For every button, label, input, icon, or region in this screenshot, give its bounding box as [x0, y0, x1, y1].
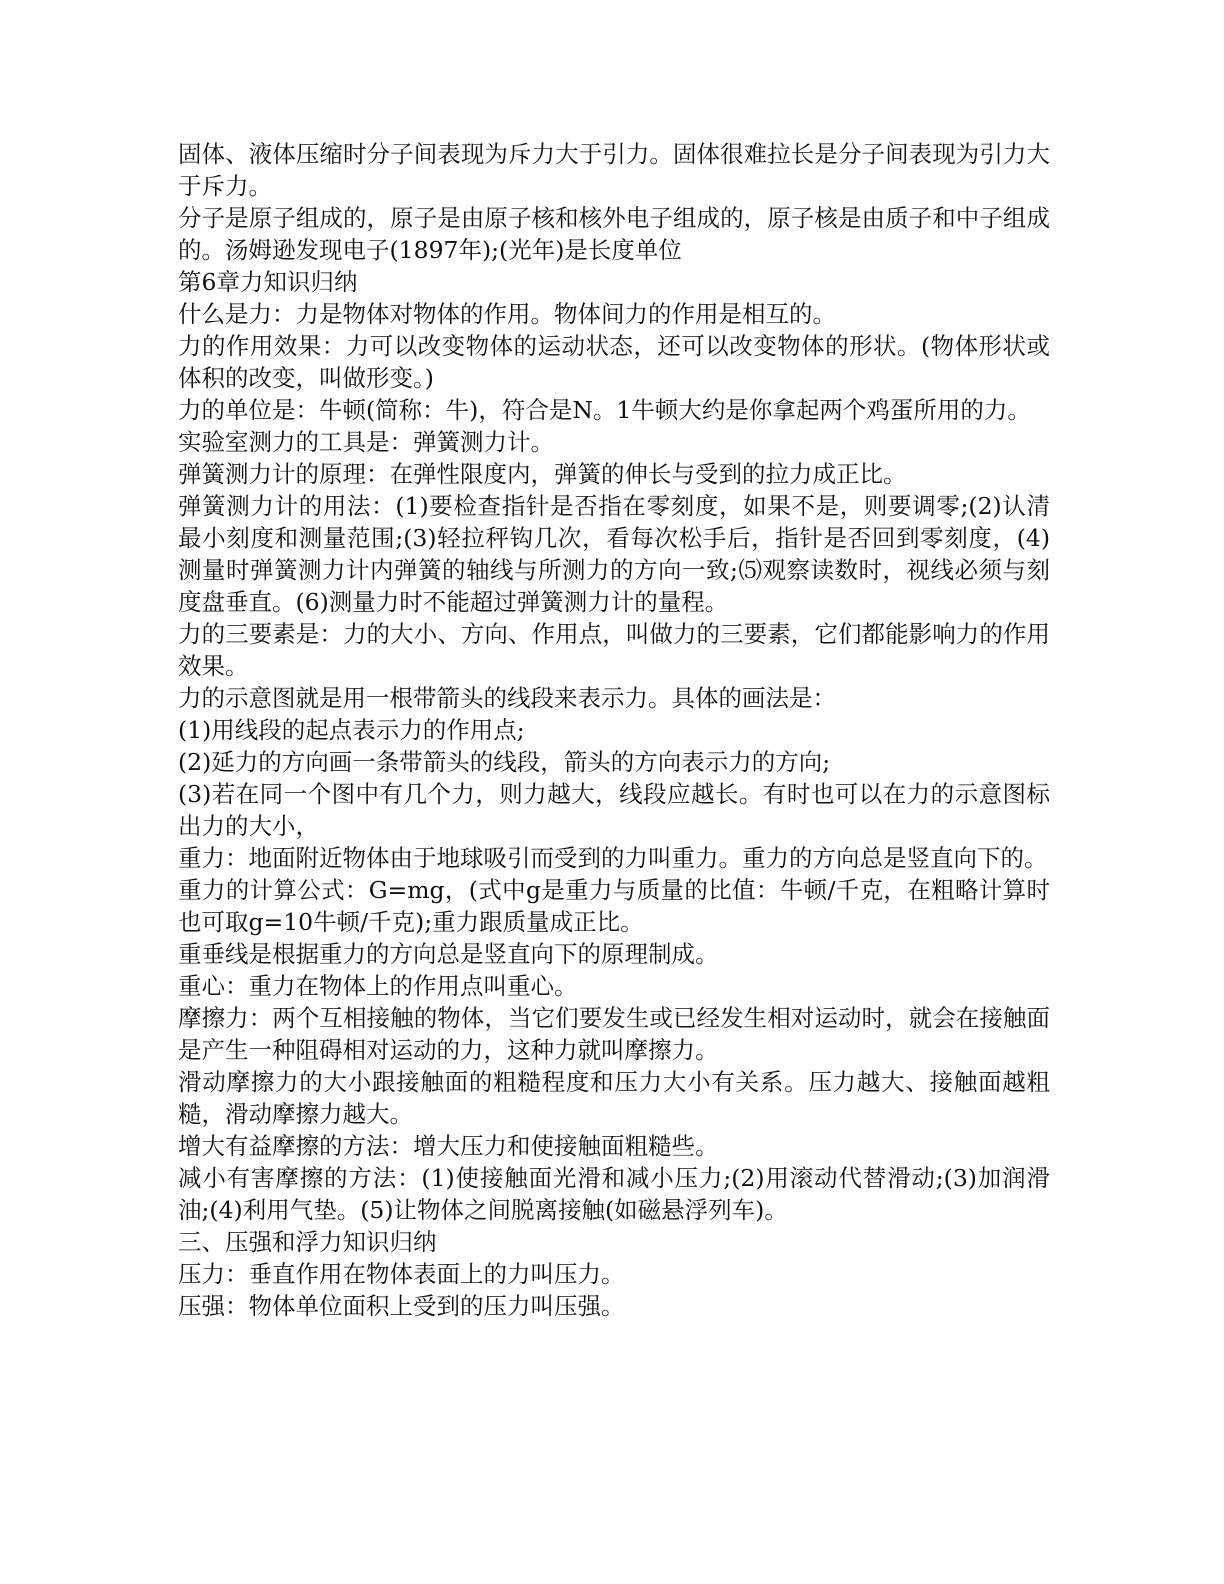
paragraph-pressure-force: 压力：垂直作用在物体表面上的力叫压力。 — [178, 1260, 625, 1288]
paragraph-gravity: 重力：地面附近物体由于地球吸引而受到的力叫重力。重力的方向总是竖直向下的。 — [178, 844, 1048, 872]
paragraph-increase-friction: 增大有益摩擦的方法：增大压力和使接触面粗糙些。 — [178, 1132, 719, 1160]
paragraph-friction: 摩擦力：两个互相接触的物体，当它们要发生或已经发生相对运动时，就会在接触面是产生一种阻碍相对运动的力，这种力就叫摩擦力。 — [178, 1004, 1050, 1064]
chapter-heading-force: 第6章力知识归纳 — [178, 268, 358, 296]
paragraph-force-effects: 力的作用效果：力可以改变物体的运动状态，还可以改变物体的形状。(物体形状或体积的改变，叫做形变。) — [178, 332, 1050, 392]
paragraph-center-of-gravity: 重心：重力在物体上的作用点叫重心。 — [178, 972, 578, 1000]
paragraph-sliding-friction: 滑动摩擦力的大小跟接触面的粗糙程度和压力大小有关系。压力越大、接触面越粗糙，滑动摩擦力越大。 — [178, 1068, 1050, 1128]
paragraph-spring-principle: 弹簧测力计的原理：在弹性限度内，弹簧的伸长与受到的拉力成正比。 — [178, 460, 907, 488]
paragraph-measuring-tool: 实验室测力的工具是：弹簧测力计。 — [178, 428, 554, 456]
list-item-diagram-2: (2)延力的方向画一条带箭头的线段，箭头的方向表示力的方向; — [178, 748, 831, 776]
paragraph-atom-structure: 分子是原子组成的，原子是由原子核和核外电子组成的，原子核是由质子和中子组成的。汤姆逊发现电子(1897年);(光年)是长度单位 — [178, 204, 1050, 264]
paragraph-spring-usage: 弹簧测力计的用法：(1)要检查指针是否指在零刻度，如果不是，则要调零;(2)认清最小刻度和测量范围;(3)轻拉秤钩几次，看每次松手后，指针是否回到零刻度，(4)测量时弹簧测力计内弹簧的轴线与所测力的方向一致;⑸观察读数时，视线必须与刻度盘垂直。(6)测量力时不能超过弹簧测力计的量程。 — [178, 492, 1050, 616]
list-item-diagram-3: (3)若在同一个图中有几个力，则力越大，线段应越长。有时也可以在力的示意图标出力的大小， — [178, 780, 1050, 840]
paragraph-reduce-friction: 减小有害摩擦的方法：(1)使接触面光滑和减小压力;(2)用滚动代替滑动;(3)加润滑油;(4)利用气垫。(5)让物体之间脱离接触(如磁悬浮列车)。 — [178, 1164, 1050, 1224]
paragraph-force-diagram: 力的示意图就是用一根带箭头的线段来表示力。具体的画法是： — [178, 684, 836, 712]
section-heading-pressure-buoyancy: 三、压强和浮力知识归纳 — [178, 1228, 437, 1256]
paragraph-gravity-formula: 重力的计算公式：G=mg，(式中g是重力与质量的比值：牛顿/千克，在粗略计算时也可取g=10牛顿/千克);重力跟质量成正比。 — [178, 876, 1050, 936]
list-item-diagram-1: (1)用线段的起点表示力的作用点; — [178, 716, 525, 744]
paragraph-plumb-line: 重垂线是根据重力的方向总是竖直向下的原理制成。 — [178, 940, 719, 968]
document-body — [178, 138, 1050, 1322]
paragraph-what-is-force: 什么是力：力是物体对物体的作用。物体间力的作用是相互的。 — [178, 300, 836, 328]
paragraph-pressure: 压强：物体单位面积上受到的压力叫压强。 — [178, 1292, 625, 1320]
paragraph-three-elements: 力的三要素是：力的大小、方向、作用点，叫做力的三要素，它们都能影响力的作用效果。 — [178, 620, 1050, 680]
paragraph-force-unit: 力的单位是：牛顿(简称：牛)，符合是N。1牛顿大约是你拿起两个鸡蛋所用的力。 — [178, 396, 1031, 424]
paragraph-solid-liquid-forces: 固体、液体压缩时分子间表现为斥力大于引力。固体很难拉长是分子间表现为引力大于斥力。 — [178, 140, 1050, 200]
